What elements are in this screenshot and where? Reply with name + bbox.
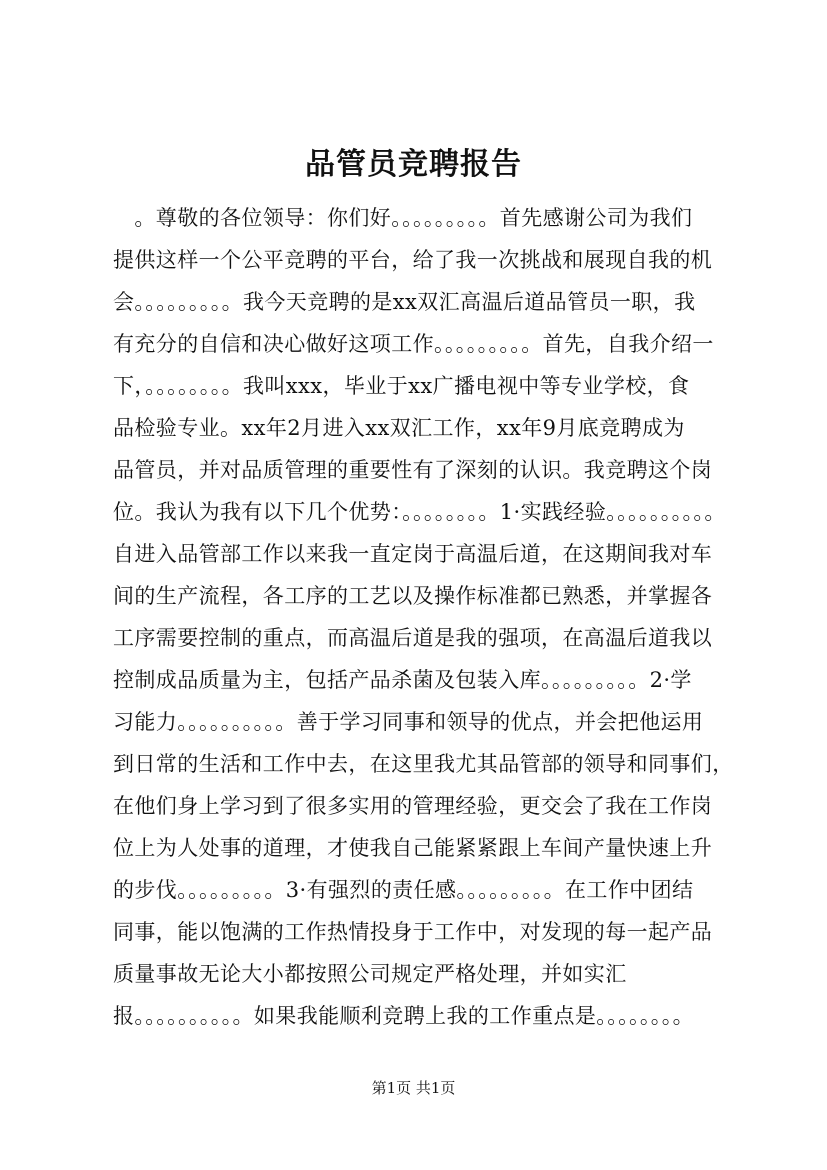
body-line: 在他们身上学习到了很多实用的管理经验，更交会了我在工作岗	[113, 794, 713, 818]
body-line: 会。。。。。。。。。我今天竞聘的是xx双汇高温后道品管员一职，我	[113, 290, 696, 314]
body-line: 控制成品质量为主，包括产品杀菌及包装入库。。。。。。。。。2·学	[113, 668, 692, 692]
body-line: 报。。。。。。。。。。如果我能顺利竞聘上我的工作重点是。。。。。。。。	[113, 1004, 694, 1028]
page-number: 第1页 共1页	[371, 1079, 456, 1097]
body-line: 到日常的生活和工作中去，在这里我尤其品管部的领导和同事们，	[113, 752, 734, 776]
body-line: 质量事故无论大小都按照公司规定严格处理，并如实汇	[113, 962, 627, 986]
body-line: 品检验专业。xx年2月进入xx双汇工作，xx年9月底竞聘成为	[113, 416, 685, 440]
body-line: 自进入品管部工作以来我一直定岗于高温后道，在这期间我对车	[113, 542, 713, 566]
body-line: 的步伐。。。。。。。。。3·有强烈的责任感。。。。。。。。。在工作中团结	[113, 878, 694, 902]
body-line: 品管员，并对品质管理的重要性有了深刻的认识。我竞聘这个岗	[113, 458, 713, 482]
body-line: 间的生产流程，各工序的工艺以及操作标准都已熟悉，并掌握各	[113, 584, 713, 608]
body-line: 。尊敬的各位领导：你们好。。。。。。。。。首先感谢公司为我们	[113, 206, 693, 230]
body-line: 提供这样一个公平竞聘的平台，给了我一次挑战和展现自我的机	[113, 248, 713, 272]
body-line: 下，。。。。。。。。我叫xxx，毕业于xx广播电视中等专业学校，食	[113, 374, 690, 398]
body-line: 工序需要控制的重点，而高温后道是我的强项，在高温后道我以	[113, 626, 713, 650]
body-line: 有充分的自信和决心做好这项工作。。。。。。。。。首先，自我介绍一	[113, 332, 714, 356]
body-line: 位上为人处事的道理，才使我自己能紧紧跟上车间产量快速上升	[113, 836, 713, 860]
body-line: 同事，能以饱满的工作热情投身于工作中，对发现的每一起产品	[113, 920, 713, 944]
body-line: 位。我认为我有以下几个优势：。。。。。。。。1·实践经验。。。。。。。。。。	[113, 500, 726, 524]
document-title: 品管员竞聘报告	[305, 147, 522, 182]
body-line: 习能力。。。。。。。。。。善于学习同事和领导的优点，并会把他运用	[113, 710, 704, 734]
document-body	[113, 197, 753, 1037]
